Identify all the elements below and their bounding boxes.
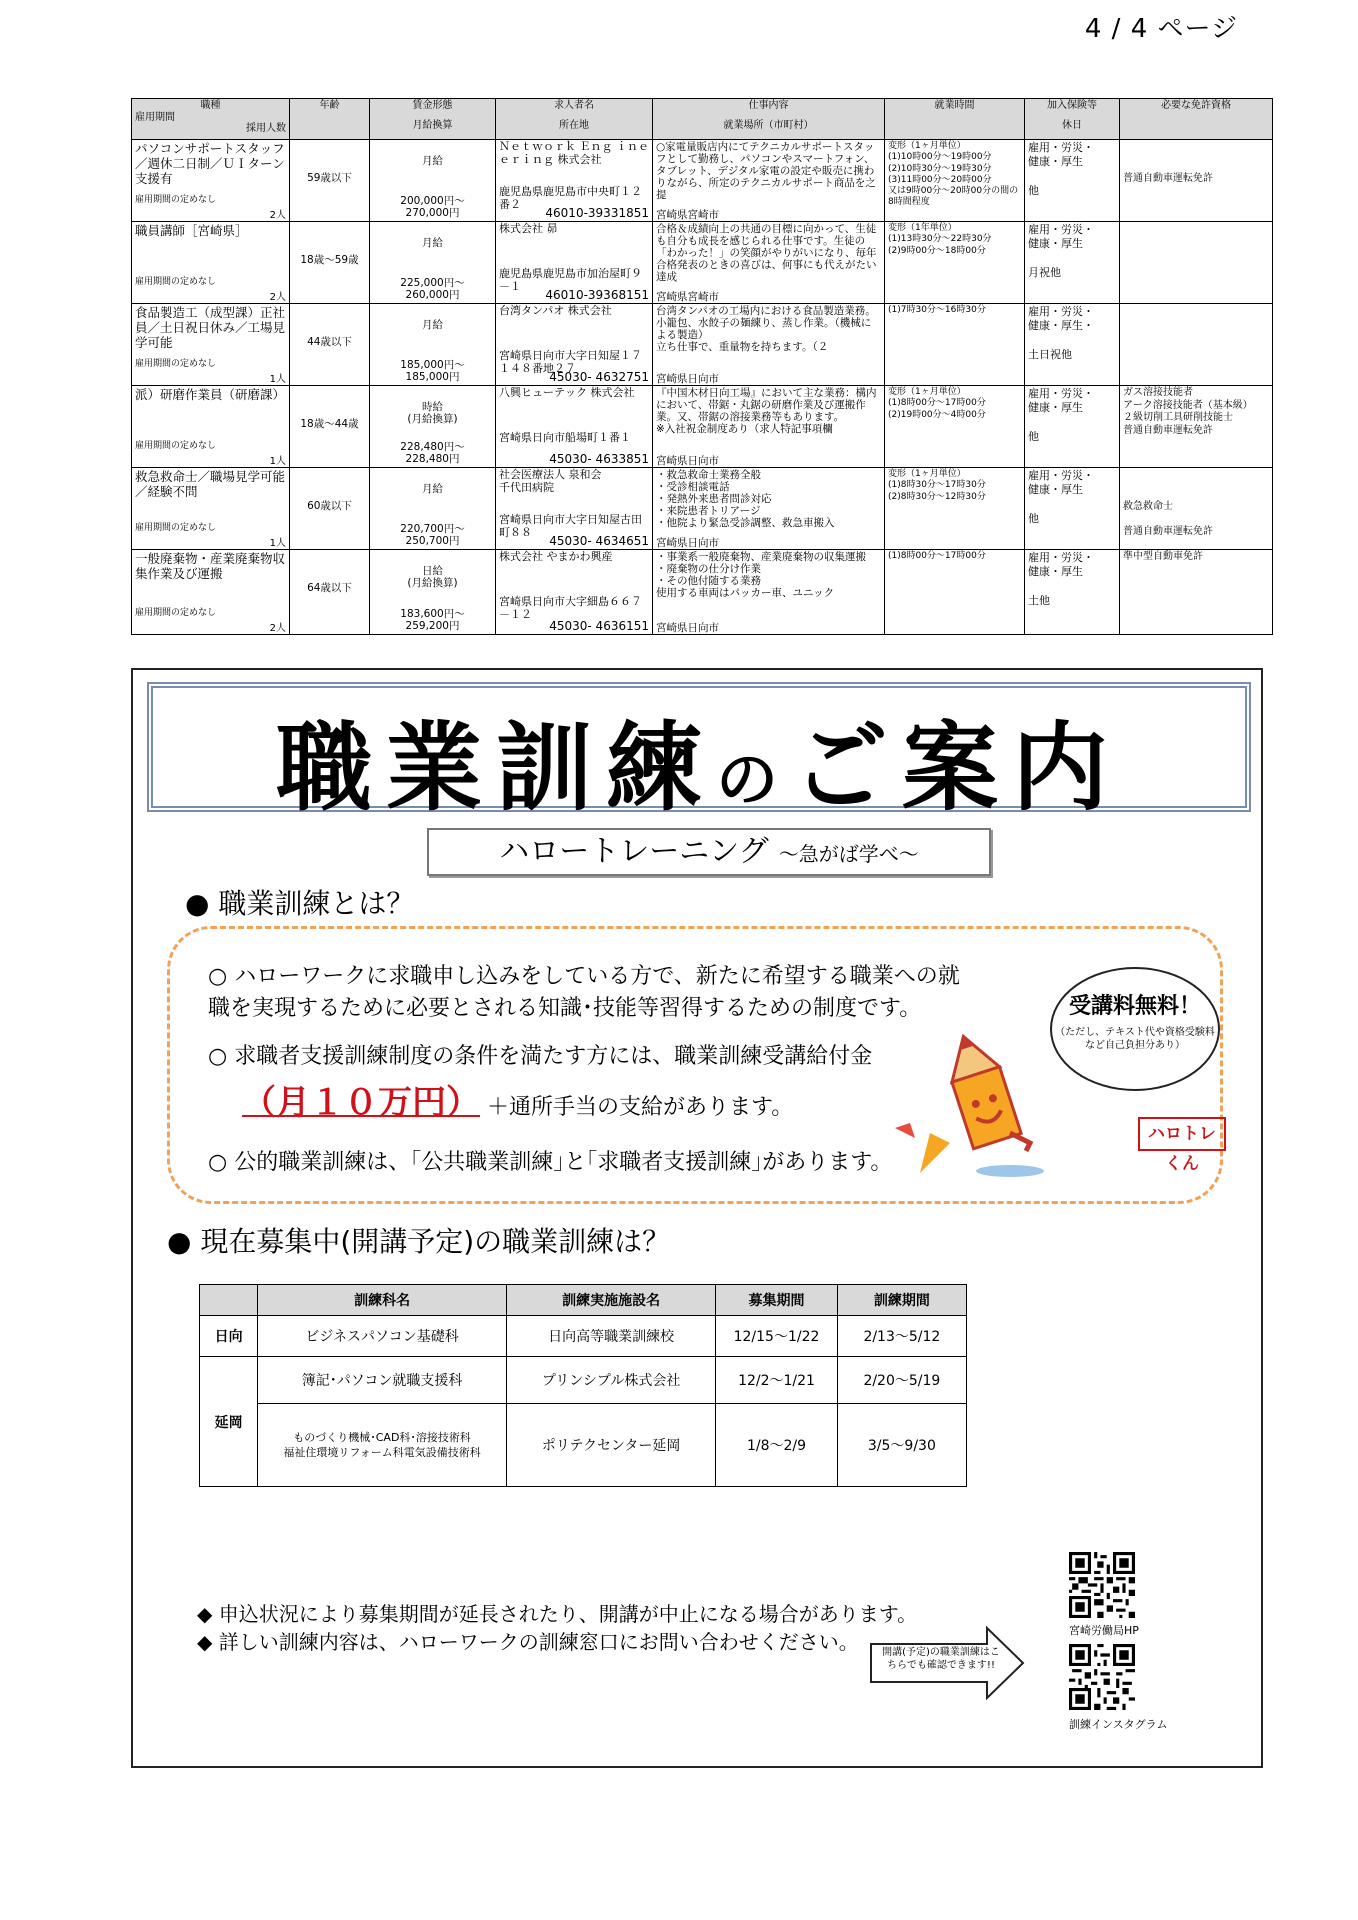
allowance-amount: （月１０万円） [242, 1083, 480, 1123]
description-para4: ○ 公的職業訓練は、｢公共職業訓練｣と｢求職者支援訓練｣があります。 [208, 1150, 893, 1175]
company-cell [496, 140, 653, 222]
company-address: 宮崎県日向市船場町１番１ [499, 431, 631, 444]
license-cell: 普通自動車運転免許 [1120, 140, 1273, 222]
company-cell [496, 222, 653, 304]
job-row [132, 140, 1273, 222]
qr-code-icon[interactable] [1069, 1552, 1135, 1618]
duty-cell [653, 550, 885, 635]
employment-period: 雇用期間の定めなし [135, 194, 217, 205]
header-duty: 仕事内容 就業場所（市町村） [653, 99, 885, 140]
license-cell [1120, 304, 1273, 386]
work-place: 宮崎県宮崎市 [656, 290, 719, 303]
note-contact: ◆ 詳しい訓練内容は、ハローワークの訓練窓口にお問い合わせください。 [197, 1630, 859, 1654]
course-row: ものづくり機械･CAD科･溶接技術科 福祉住環境リフォーム科電気設備技術科 ポリテクセンター延岡 1/8～2/9 3/5～9/30 [200, 1404, 967, 1487]
license-cell: ガス溶接技能者 アーク溶接技能者（基本級） ２級切削工具研削技能士 普通自動車運転免許 [1120, 386, 1273, 468]
header-hours: 就業時間 [885, 99, 1025, 140]
age-cell: 44歳以下 [290, 304, 370, 386]
company-name: 株式会社 やまかわ興産 [499, 550, 613, 563]
work-place: 宮崎県日向市 [656, 536, 719, 549]
courses-header-row: 訓練科名 訓練実施施設名 募集期間 訓練期間 [200, 1285, 967, 1316]
training-title-frame [147, 682, 1251, 824]
employment-period: 雇用期間の定めなし [135, 276, 217, 287]
license-cell: 準中型自動車免許 [1120, 550, 1273, 635]
company-name: 社会医療法人 泉和会 千代田病院 [499, 468, 602, 494]
training-description-box [167, 926, 1223, 1204]
job-title-cell [132, 304, 290, 386]
holiday: 他 [1028, 511, 1039, 525]
duty-cell [653, 140, 885, 222]
employment-period: 雇用期間の定めなし [135, 607, 217, 618]
employment-period: 雇用期間の定めなし [135, 358, 217, 369]
wage-cell: 月給 200,000円～ 270,000円 [370, 140, 496, 222]
header-company: 求人者名 所在地 [496, 99, 653, 140]
page-number: 4 / 4 ページ [1084, 14, 1238, 44]
job-listing-table [131, 98, 1273, 635]
age-cell: 60歳以下 [290, 468, 370, 550]
job-duty: 合格＆成績向上の共通の目標に向かって、生徒も自分も成長を感じられる仕事です。生徒の「わかった！」の笑顔がやりがいになり、毎年合格発表のときの喜びは、何事にも代えがたい達成 [656, 223, 877, 284]
job-title: 救急救命士／職場見学可能／経験不問 [135, 469, 286, 499]
job-row [132, 468, 1273, 550]
company-cell [496, 386, 653, 468]
duty-cell [653, 222, 885, 304]
job-title-cell [132, 468, 290, 550]
insurance-cell: 雇用・労災・ 健康・厚生 他 [1025, 140, 1120, 222]
job-duty: ・事業系一般廃棄物、産業廃棄物の収集運搬 ・廃棄物の仕分け作業 ・その他付随する業務 使用する車両はパッカー車、ユニック [656, 551, 866, 600]
company-name: 台湾タンパオ 株式会社 [499, 304, 612, 317]
job-duty: 台湾タンパオの工場内における食品製造業務。 小籠包、水餃子の麺練り、蒸し作業。（機械による製造） 立ち仕事で、重量物を持ちます。（２ [656, 305, 876, 354]
wage-cell: 月給 185,000円～ 185,000円 [370, 304, 496, 386]
job-title: 派）研磨作業員（研磨課） [135, 387, 286, 402]
age-cell: 64歳以下 [290, 550, 370, 635]
job-title-cell [132, 550, 290, 635]
header-age: 年齢 [290, 99, 370, 140]
age-cell: 18歳～59歳 [290, 222, 370, 304]
company-name: Ｎｅｔｗｏｒｋ Ｅｎｇ ｉｎｅｅｒｉｎｇ 株式会社 [499, 140, 649, 166]
hello-training-banner: ハロートレーニング ～急がば学べ～ [427, 828, 991, 876]
job-code: 46010-39368151 [545, 288, 649, 303]
company-name: 株式会社 昴 [499, 222, 558, 235]
insurance-cell: 雇用・労災・ 健康・厚生 土他 [1025, 550, 1120, 635]
company-address: 宮崎県日向市大字細島６６７－１２ [499, 595, 642, 621]
job-code: 46010-39331851 [545, 206, 649, 221]
hours-cell: (1)7時30分～16時30分 [885, 304, 1025, 386]
hours-cell: 変形（1ヶ月単位） (1)10時00分～19時00分 (2)10時30分～19時30分 (3)11時00分～20時00分 又は9時00分～20時00分の間の8時間程度 [885, 140, 1025, 222]
holiday: 他 [1028, 429, 1039, 443]
work-place: 宮崎県日向市 [656, 454, 719, 467]
wage-cell: 日給 (月給換算) 183,600円～ 259,200円 [370, 550, 496, 635]
wage-cell: 月給 225,000円～ 260,000円 [370, 222, 496, 304]
job-row [132, 304, 1273, 386]
job-title-cell [132, 140, 290, 222]
duty-cell [653, 468, 885, 550]
section-what-is-training: ● 職業訓練とは？ [185, 887, 415, 920]
holiday: 土日祝他 [1028, 347, 1072, 361]
insurance-cell: 雇用・労災・ 健康・厚生・ 土日祝他 [1025, 304, 1120, 386]
training-courses-table [199, 1284, 967, 1487]
company-address: 宮崎県日向市大字日知屋古田町８８ [499, 513, 642, 539]
course-row: 延岡 簿記･パソコン就職支援科 プリンシプル株式会社 12/2～1/21 2/20～5/19 [200, 1357, 967, 1404]
course-row: 日向 ビジネスパソコン基礎科 日向高等職業訓練校 12/15～1/22 2/13～5/12 [200, 1316, 967, 1357]
insurance-cell: 雇用・労災・ 健康・厚生 月祝他 [1025, 222, 1120, 304]
arrow-note: 開講(予定)の職業訓練はこちらでも確認できます!! [882, 1647, 1000, 1671]
company-cell [496, 304, 653, 386]
holiday: 月祝他 [1028, 265, 1061, 279]
description-para1: ○ ハローワークに求職申し込みをしている方で、新たに希望する職業への就職を実現するために必要とされる知識･技能等習得するための制度です。 [208, 964, 960, 1021]
hiring-count: 2人 [269, 209, 286, 221]
job-title: パソコンサポートスタッフ／週休二日制／ＵＩターン支援有 [135, 141, 285, 186]
job-title-cell [132, 386, 290, 468]
header-wage: 賃金形態 月給換算 [370, 99, 496, 140]
job-code: 45030- 4632751 [549, 370, 649, 385]
free-tuition-bubble: 受講料無料！ （ただし、テキスト代や資格受験料など自己負担分あり） [1050, 967, 1220, 1091]
license-cell: 救急救命士 普通自動車運転免許 [1120, 468, 1273, 550]
hiring-count: 1人 [269, 373, 286, 385]
job-title: 一般廃棄物・産業廃棄物収集作業及び運搬 [135, 551, 286, 581]
employment-period: 雇用期間の定めなし [135, 440, 217, 451]
holiday: 他 [1028, 183, 1039, 197]
header-insurance: 加入保険等 休日 [1025, 99, 1120, 140]
harotore-logo: ハロトレくん [1138, 1117, 1226, 1151]
job-duty: ・救急救命士業務全般 ・受診相談電話 ・発熱外来患者問診対応 ・来院患者トリアージ ・他院より緊急受診調整、救急車搬入 [656, 469, 835, 530]
description-para2: ○ 求職者支援訓練制度の条件を満たす方には、職業訓練受講給付金 [208, 1044, 873, 1069]
employment-period: 雇用期間の定めなし [135, 522, 217, 533]
work-place: 宮崎県日向市 [656, 372, 719, 385]
wage-cell: 時給 (月給換算) 228,480円～ 228,480円 [370, 386, 496, 468]
work-place: 宮崎県日向市 [656, 621, 719, 634]
job-code: 45030- 4636151 [549, 619, 649, 634]
job-duty: 『中国木材日向工場』において主な業務：構内において、帯鋸・丸鋸の研磨作業及び運搬作業。又、帯鋸の溶接業務等もあります。 ※入社祝金制度あり（求人特記事項欄 [656, 387, 877, 436]
description-para3: （月１０万円） ＋通所手当の支給があります。 [242, 1083, 794, 1123]
hours-cell: (1)8時00分～17時00分 [885, 550, 1025, 635]
insurance-cell: 雇用・労災・ 健康・厚生 他 [1025, 386, 1120, 468]
holiday: 土他 [1028, 593, 1050, 607]
duty-cell [653, 386, 885, 468]
duty-cell [653, 304, 885, 386]
hiring-count: 1人 [269, 455, 286, 467]
job-title: 職員講師［宮崎県］ [135, 223, 248, 238]
company-address: 宮崎県日向市大字日知屋１７１４８番地２７ [499, 349, 642, 375]
training-title: 職業訓練のご案内 [275, 712, 1122, 824]
job-code: 45030- 4633851 [549, 452, 649, 467]
company-cell [496, 550, 653, 635]
job-row [132, 222, 1273, 304]
license-cell [1120, 222, 1273, 304]
hiring-count: 2人 [269, 622, 286, 634]
qr-label-hp: 宮崎労働局HP [1069, 1624, 1139, 1637]
hiring-count: 1人 [269, 537, 286, 549]
header-job: 職種 雇用期間 採用人数 [132, 99, 290, 140]
age-cell: 59歳以下 [290, 140, 370, 222]
job-title-cell [132, 222, 290, 304]
job-code: 45030- 4634651 [549, 534, 649, 549]
section-current-courses: ● 現在募集中(開講予定)の職業訓練は？ [167, 1225, 671, 1258]
hours-cell: 変形（1年単位） (1)13時30分～22時30分 (2)9時00分～18時00分 [885, 222, 1025, 304]
hours-cell: 変形（1ヶ月単位） (1)8時30分～17時30分 (2)8時30分～12時30分 [885, 468, 1025, 550]
company-name: 八興ヒューテック 株式会社 [499, 386, 635, 399]
table-header-row [132, 99, 1273, 140]
company-address: 鹿児島県鹿児島市加治屋町９－１ [499, 267, 642, 293]
training-info-box [131, 668, 1263, 1768]
wage-cell: 月給 220,700円～ 250,700円 [370, 468, 496, 550]
job-row [132, 386, 1273, 468]
job-title: 食品製造工（成型課）正社員／土日祝日休み／工場見学可能 [135, 305, 286, 350]
job-row [132, 550, 1273, 635]
insurance-cell: 雇用・労災・ 健康・厚生 他 [1025, 468, 1120, 550]
age-cell: 18歳～44歳 [290, 386, 370, 468]
hiring-count: 2人 [269, 291, 286, 303]
company-cell [496, 468, 653, 550]
job-duty: ○家電量販店内にてテクニカルサポートスタッフとして勤務し、パソコンやスマートフォン、タブレット、デジタル家電の設定や販売に携わりながら、所定のテクニカルサポート商品を之提 [656, 141, 876, 202]
note-period-extension: ◆ 申込状況により募集期間が延長されたり、開講が中止になる場合があります。 [197, 1602, 918, 1626]
company-address: 鹿児島県鹿児島市中央町１２番２ [499, 185, 642, 211]
qr-code-icon[interactable] [1069, 1644, 1135, 1710]
work-place: 宮崎県宮崎市 [656, 208, 719, 221]
header-license: 必要な免許資格 [1120, 99, 1273, 140]
qr-label-instagram: 訓練インスタグラム [1069, 1718, 1168, 1731]
hours-cell: 変形（1ヶ月単位） (1)8時00分～17時00分 (2)19時00分～4時00分 [885, 386, 1025, 468]
